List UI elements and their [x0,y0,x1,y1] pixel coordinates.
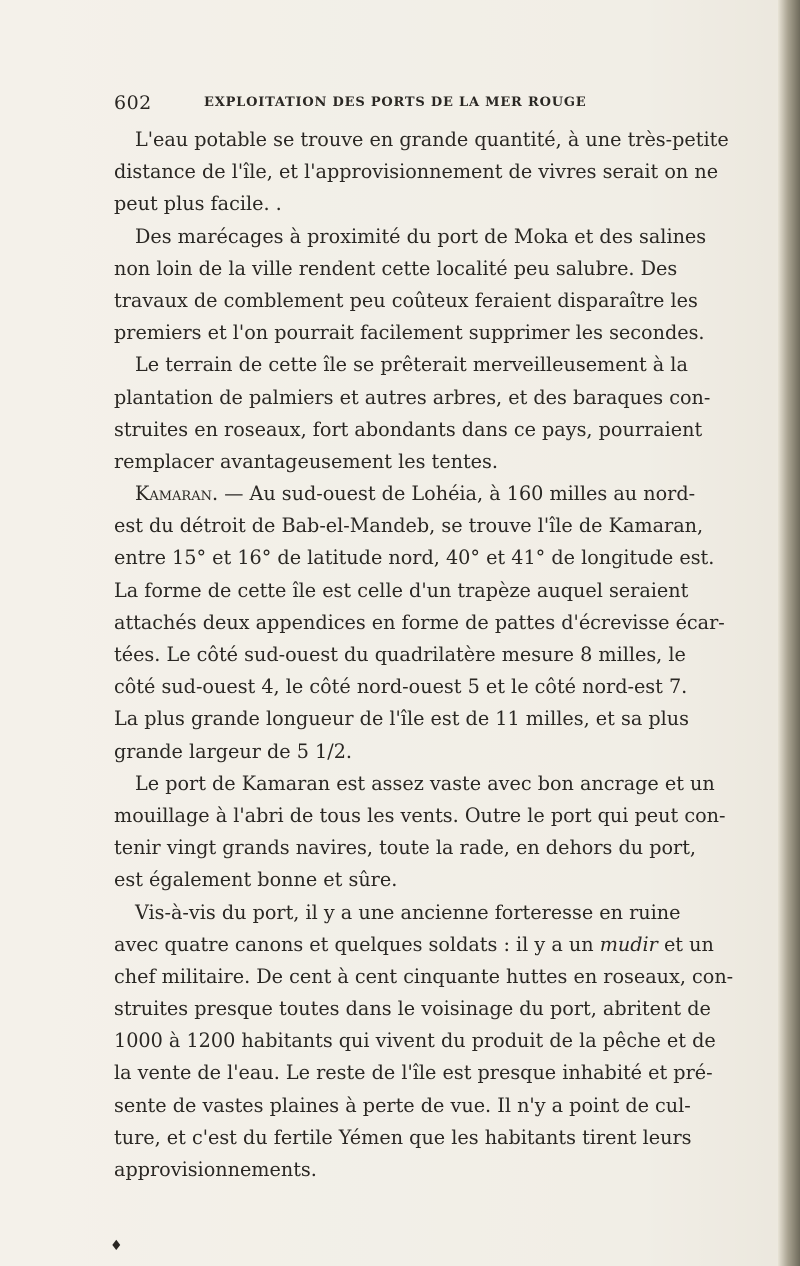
text-line: remplacer avantageusement les tentes. [114,449,498,473]
text-line: Le port de Kamaran est assez vaste avec bon ancrage et un [135,771,715,795]
text-line: La forme de cette île est celle d'un trapèze auquel seraient [114,578,689,602]
text-line: L'eau potable se trouve en grande quantité, à une très-petite [135,128,729,151]
text-line-rest: — Au sud-ouest de Lohéia, à 160 milles au nord- [224,482,696,506]
text-line: La plus grande longueur de l'île est de 11 milles, et sa plus [114,707,689,731]
text-line: ture, et c'est du fertile Yémen que les habitants tirent leurs [114,1125,692,1149]
page-edge-shadow [778,0,800,1266]
text-line-kamaran [114,478,734,510]
text-line: non loin de la ville rendent cette localité peu salubre. Des [114,256,678,280]
section-label: Kamaran. [135,482,219,506]
text-line: est également bonne et sûre. [114,868,398,892]
text-line: entre 15° et 16° de latitude nord, 40° et 41° de longitude est. [114,546,715,570]
text-line: tenir vingt grands navires, toute la rade, en dehors du port, [114,836,697,860]
page-number: 602 [114,92,152,114]
text-line: sente de vastes plaines à perte de vue. Il n'y a point de cul- [114,1093,691,1117]
text-line: 1000 à 1200 habitants qui vivent du produit de la pêche et de [114,1029,716,1053]
body-text [114,124,734,1186]
text-line: chef militaire. De cent à cent cinquante huttes en roseaux, con- [114,964,734,988]
text-line: côté sud-ouest 4, le côté nord-ouest 5 et le côté nord-est 7. [114,675,688,699]
mudir-word: mudir [599,932,658,956]
text-line: approvisionnements. [114,1158,317,1181]
text-line: struites en roseaux, fort abondants dans ce pays, pourraient [114,417,703,441]
running-title: EXPLOITATION DES PORTS DE LA MER ROUGE [204,95,587,110]
text-line: plantation de palmiers et autres arbres, et des baraques con- [114,385,711,409]
text-line: struites presque toutes dans le voisinage du port, abritent de [114,997,711,1021]
text-line: Des marécages à proximité du port de Moka et des salines [135,224,707,248]
text-line-mudir [114,929,734,961]
text-line-end: et un [657,932,714,956]
bottom-mark: ♦ [110,1238,123,1254]
text-line: premiers et l'on pourrait facilement supprimer les secondes. [114,321,705,345]
text-line: travaux de comblement peu coûteux feraient disparaître les [114,288,698,312]
text-line: la vente de l'eau. Le reste de l'île est presque inhabité et pré- [114,1061,713,1085]
text-line: peut plus facile. . [114,192,282,216]
text-line: mouillage à l'abri de tous les vents. Outre le port qui peut con- [114,803,726,827]
page-header [114,92,674,112]
text-line: tées. Le côté sud-ouest du quadrilatère mesure 8 milles, le [114,643,686,666]
text-line-start: avec quatre canons et quelques soldats : il y a un [114,932,594,956]
text-line: distance de l'île, et l'approvisionnement de vivres serait on ne [114,160,719,184]
text-line: Vis-à-vis du port, il y a une ancienne forteresse en ruine [135,900,681,924]
text-line: est du détroit de Bab-el-Mandeb, se trouve l'île de Kamaran, [114,514,704,538]
text-line: grande largeur de 5 1/2. [114,739,353,763]
text-line: Le terrain de cette île se prêterait merveilleusement à la [135,353,688,377]
text-line: attachés deux appendices en forme de pattes d'écrevisse écar- [114,610,725,634]
